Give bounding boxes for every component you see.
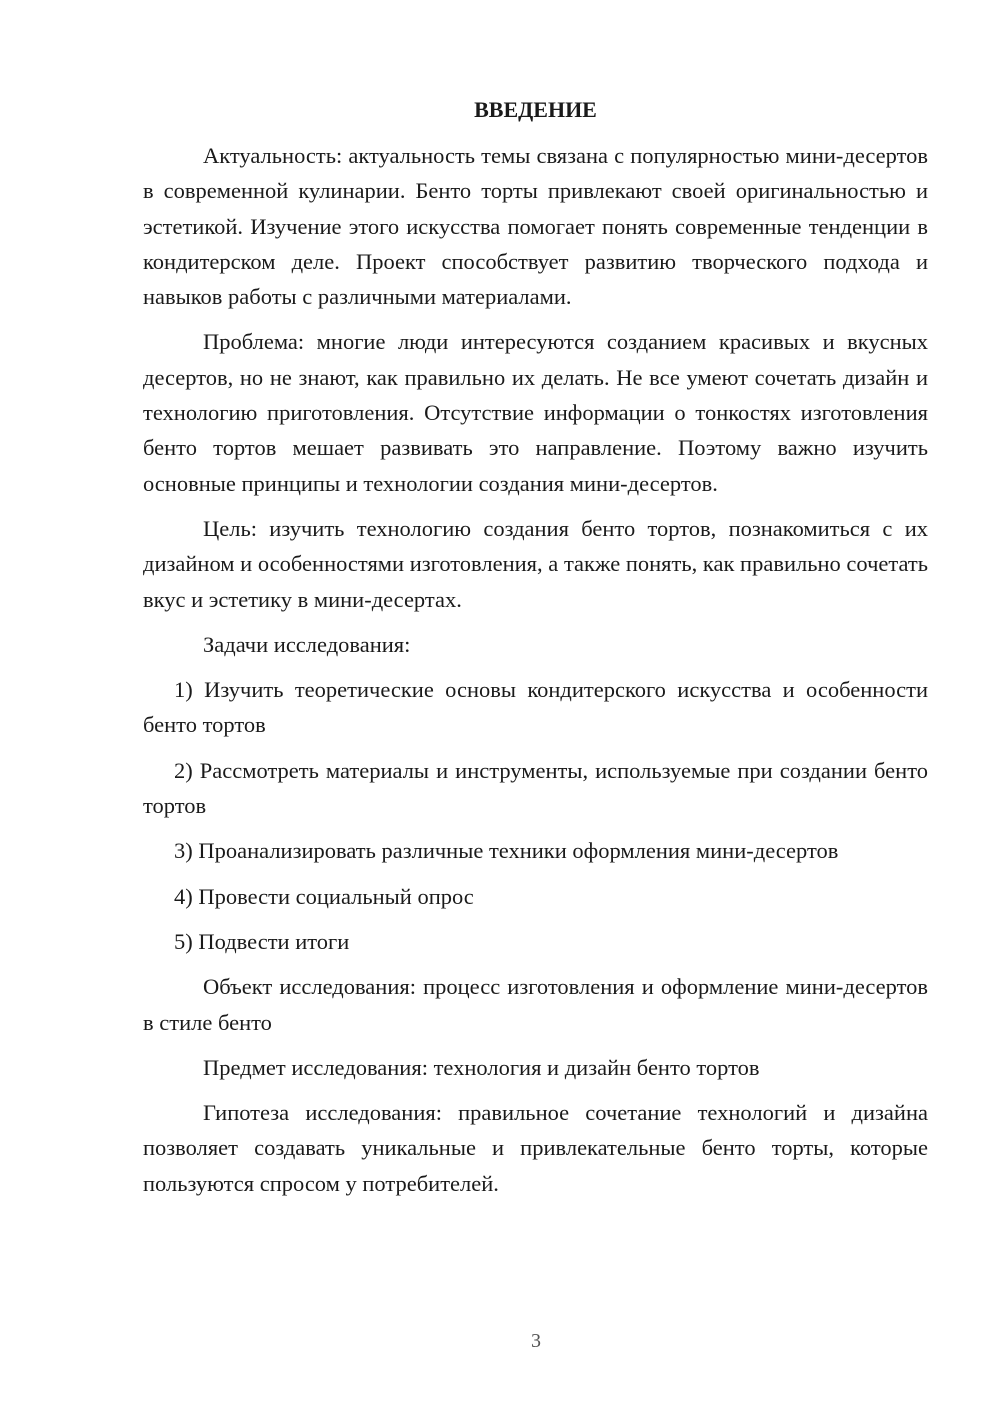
page-title: ВВЕДЕНИЕ bbox=[474, 97, 597, 122]
task-item-2: 2) Рассмотреть материалы и инструменты, используемые при создании бенто тортов bbox=[143, 757, 928, 819]
paragraph-problem: Проблема: многие люди интересуются созданием красивых и вкусных десертов, но не знают, как правильно их делать. Не все умеют сочетать дизайн и технологию приготовления. Отсутствие информации о тонкостях изготовления бенто тортов мешает развивать это направление. Поэтому важно изучить основные принципы и технологии создания мини-десертов. bbox=[143, 329, 928, 496]
task-item-3: 3) Проанализировать различные техники оформления мини-десертов bbox=[174, 838, 839, 864]
task-item-5: 5) Подвести итоги bbox=[174, 928, 350, 954]
page-number: 3 bbox=[531, 1330, 541, 1352]
page-content bbox=[143, 90, 928, 1201]
tasks-heading: Задачи исследования: bbox=[203, 631, 411, 657]
paragraph-subject: Предмет исследования: технология и дизайн бенто тортов bbox=[203, 1054, 760, 1080]
task-item-1: 1) Изучить теоретические основы кондитерского искусства и особенности бенто тортов bbox=[143, 677, 928, 738]
paragraph-hypothesis: Гипотеза исследования: правильное сочетание технологий и дизайна позволяет создавать уникальные и привлекательные бенто торты, которые пользуются спросом у потребителей. bbox=[143, 1100, 928, 1196]
paragraph-object: Объект исследования: процесс изготовления и оформление мини-десертов в стиле бенто bbox=[143, 974, 928, 1035]
task-item-4: 4) Провести социальный опрос bbox=[174, 883, 474, 909]
paragraph-goal: Цель: изучить технологию создания бенто тортов, познакомиться с их дизайном и особенностями изготовления, а также понять, как правильно сочетать вкус и эстетику в мини-десертах. bbox=[143, 515, 928, 612]
paragraph-relevance: Актуальность: актуальность темы связана с популярностью мини-десертов в современной кулинарии. Бенто торты привлекают своей оригинальностью и эстетикой. Изучение этого искусства помогает понять современные тенденции в кондитерском деле. Проект способствует развитию творческого подхода и навыков работы с различными материалами. bbox=[143, 143, 928, 310]
